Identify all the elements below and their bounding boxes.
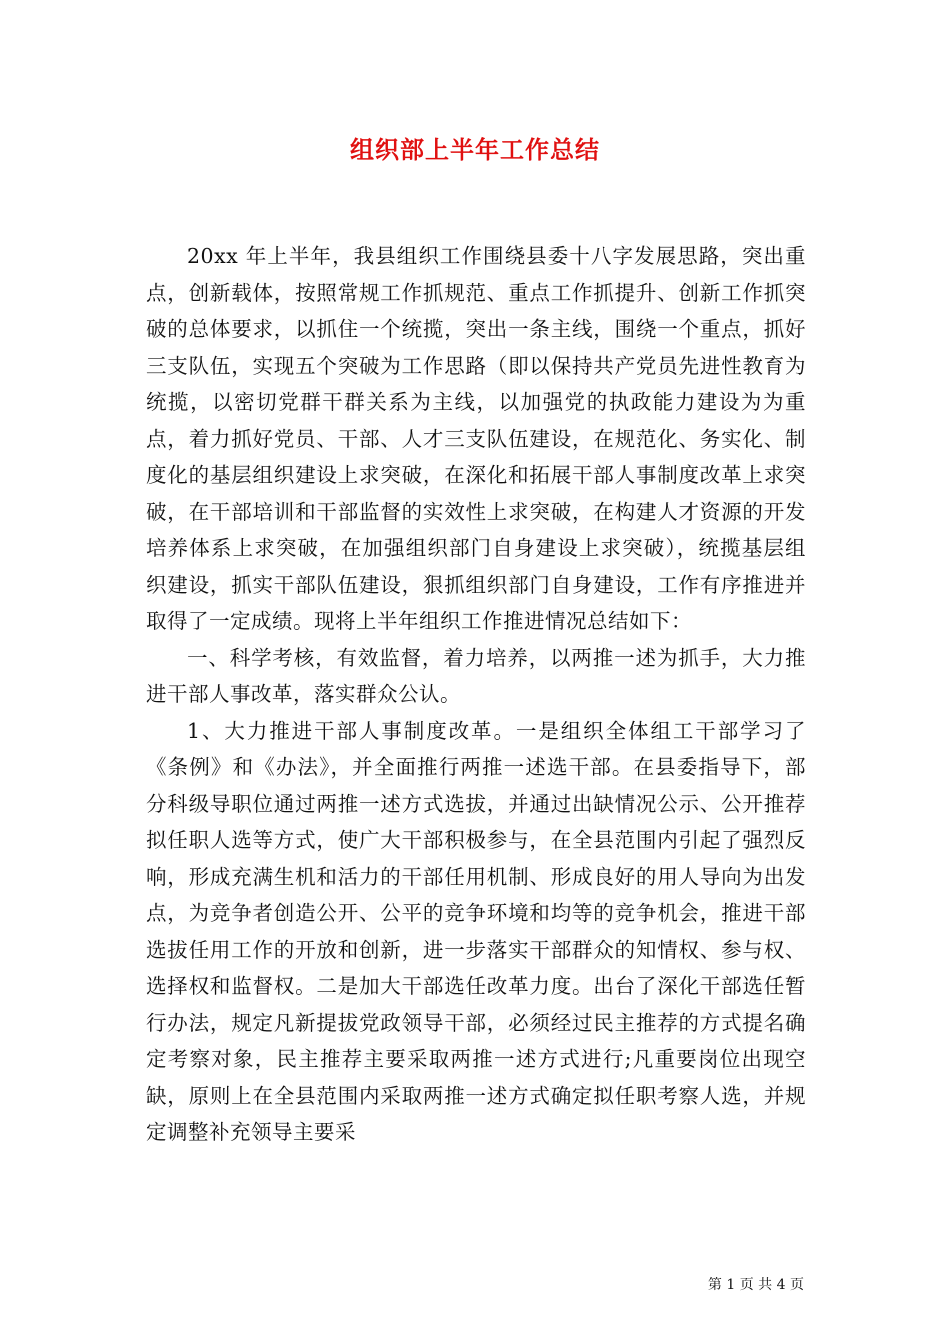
page-footer: 第 1 页 共 4 页	[707, 1277, 804, 1293]
paragraph-section-1-heading: 一、科学考核，有效监督，着力培养，以两推一述为抓手，大力推进干部人事改革，落实群众公认。	[146, 645, 806, 706]
document-title: 组织部上半年工作总结	[350, 135, 600, 164]
paragraph-intro: 20xx 年上半年，我县组织工作围绕县委十八字发展思路，突出重点，创新载体，按照常规工作抓规范、重点工作抓提升、创新工作抓突破的总体要求，以抓住一个统揽，突出一条主线，围绕一个重点，抓好三支队伍，实现五个突破为工作思路（即以保持共产党员先进性教育为统揽，以密切党群干群关系为主线，以加强党的执政能力建设为为重点，着力抓好党员、干部、人才三支队伍建设，在规范化、务实化、制度化的基层组织建设上求突破，在深化和拓展干部人事制度改革上求突破，在干部培训和干部监督的实效性上求突破，在构建人才资源的开发培养体系上求突破，在加强组织部门自身建设上求突破），统揽基层组织建设，抓实干部队伍建设，狠抓组织部门自身建设，工作有序推进并取得了一定成绩。现将上半年组织工作推进情况总结如下：	[146, 244, 806, 633]
paragraph-item-1: 1、大力推进干部人事制度改革。一是组织全体组工干部学习了《条例》和《办法》，并全面推行两推一述选干部。在县委指导下，部分科级导职位通过两推一述方式选拔，并通过出缺情况公示、公开推荐拟任职人选等方式，使广大干部积极参与，在全县范围内引起了强烈反响，形成充满生机和活力的干部任用机制、形成良好的用人导向为出发点，为竞争者创造公开、公平的竞争环境和均等的竞争机会，推进干部选拔任用工作的开放和创新，进一步落实干部群众的知情权、参与权、选择权和监督权。二是加大干部选任改革力度。出台了深化干部选任暂行办法，规定凡新提拔党政领导干部，必须经过民主推荐的方式提名确定考察对象，民主推荐主要采取两推一述方式进行;凡重要岗位出现空缺，原则上在全县范围内采取两推一述方式确定拟任职考察人选，并规定调整补充领导主要采	[146, 718, 806, 1144]
document-body	[146, 238, 806, 1151]
